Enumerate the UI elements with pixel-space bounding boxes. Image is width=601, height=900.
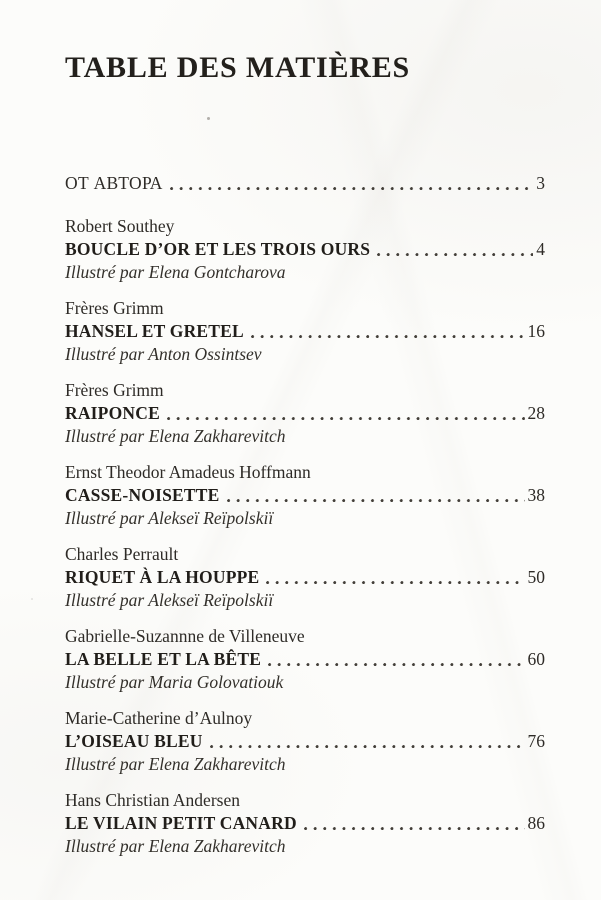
toc-entry [65,543,545,612]
dot-leader [266,581,524,585]
dot-leader [170,187,534,191]
toc-entry-page: 28 [527,403,545,423]
toc-entry-illustrator: Illustré par Elena Gontcharova [65,262,286,282]
toc-entry-title-row [65,730,545,753]
toc-entry [65,789,545,858]
toc-entry-illustrator: Illustré par Anton Ossintsev [65,344,262,364]
toc-entry-illustrator: Illustré par Elena Zakharevitch [65,836,286,856]
toc-entry-author: Marie-Catherine d’Aulnoy [65,708,253,728]
toc-entry-page: 16 [527,321,545,341]
toc-entry-title-row [65,648,545,671]
toc-entry [65,215,545,284]
toc-entry-title: BOUCLE D’OR ET LES TROIS OURS [65,239,371,259]
toc-entry-title-row [65,320,545,343]
toc-entry-title: RAIPONCE [65,403,160,423]
toc-entry-title: RIQUET À LA HOUPPE [65,567,260,587]
toc-entry [65,707,545,776]
page-title: TABLE DES MATIÈRES [65,51,411,84]
dot-leader [210,745,525,749]
toc-entry-page: 50 [527,567,545,587]
toc-entry-title-row [65,238,545,261]
toc-entry-author: Ernst Theodor Amadeus Hoffmann [65,462,311,482]
toc-entry-author: Gabrielle-Suzannne de Villeneuve [65,626,305,646]
paper-speck [31,598,33,600]
paper-speck [207,117,210,120]
toc-entry [65,297,545,366]
toc-entry [65,172,545,195]
toc-entry-illustrator: Illustré par Maria Golovatiouk [65,672,284,692]
toc-entry-author: Robert Southey [65,216,175,236]
dot-leader [167,417,525,421]
toc-entry-page: 76 [527,731,545,751]
toc-entry-author: Frères Grimm [65,298,164,318]
toc-entry-title: CASSE-NOISETTE [65,485,220,505]
toc-entry-page: 60 [527,649,545,669]
toc-entry-author: Hans Christian Andersen [65,790,240,810]
dot-leader [304,827,525,831]
toc-entry-title: HANSEL ET GRETEL [65,321,244,341]
table-of-contents [65,172,545,858]
toc-entry-author: Charles Perrault [65,544,179,564]
toc-entry-title-row [65,402,545,425]
toc-entry-illustrator: Illustré par Alekseï Reïpolskiï [65,508,274,528]
toc-entry-title-row [65,484,545,507]
dot-leader [377,253,533,257]
toc-entry-page: 38 [527,485,545,505]
toc-entry-page: 86 [527,813,545,833]
toc-entry [65,625,545,694]
toc-entry-author: Frères Grimm [65,380,164,400]
dot-leader [251,335,525,339]
toc-entry-title: ОТ АВТОРА [65,173,163,193]
toc-entry-illustrator: Illustré par Elena Zakharevitch [65,426,286,446]
toc-entry-page: 4 [536,239,545,259]
toc-entry-title-row [65,172,545,195]
toc-entry-illustrator: Illustré par Alekseï Reïpolskiï [65,590,274,610]
toc-entry-illustrator: Illustré par Elena Zakharevitch [65,754,286,774]
toc-entry [65,461,545,530]
toc-entry-title: L’OISEAU BLEU [65,731,203,751]
toc-entry-title-row [65,812,545,835]
dot-leader [227,499,525,503]
dot-leader [268,663,524,667]
toc-entry [65,379,545,448]
toc-entry-page: 3 [536,173,545,193]
toc-entry-title-row [65,566,545,589]
toc-entry-title: LA BELLE ET LA BÊTE [65,649,262,669]
toc-entry-title: LE VILAIN PETIT CANARD [65,813,297,833]
